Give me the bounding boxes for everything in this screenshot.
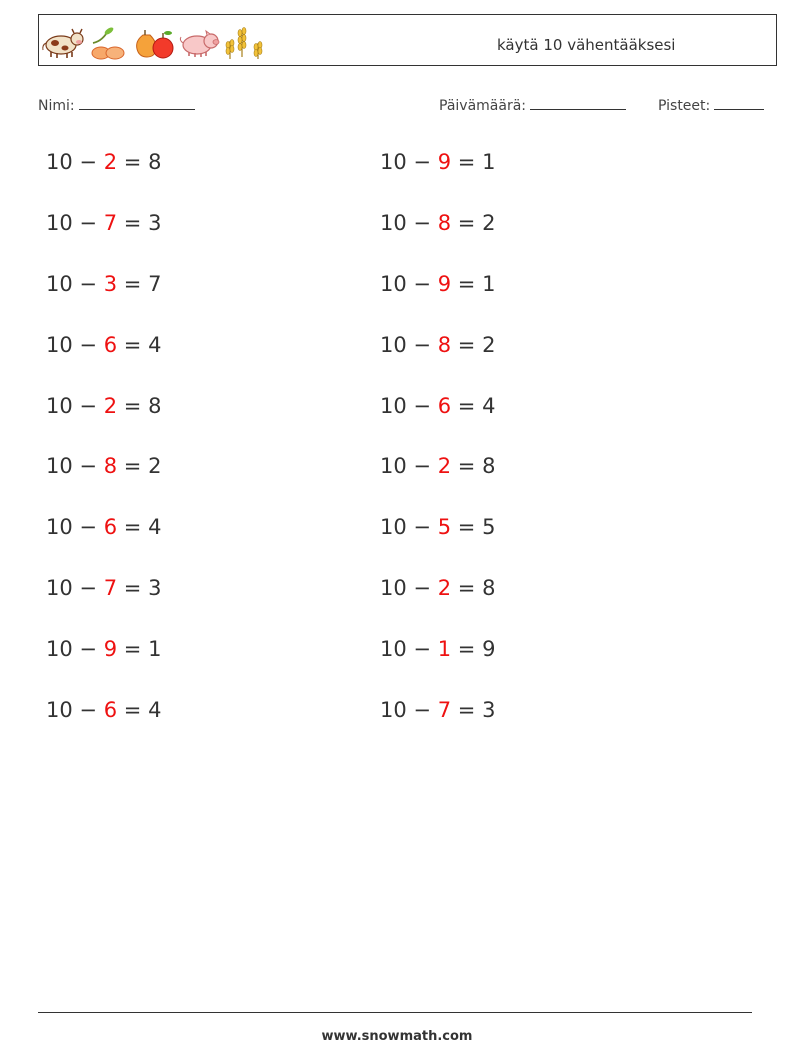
subtrahend: 9 <box>437 150 452 174</box>
minus-sign: − <box>413 698 432 722</box>
subtrahend: 8 <box>437 333 452 357</box>
wheat-icon <box>226 28 262 60</box>
score-blank[interactable] <box>714 95 764 110</box>
minuend: 10 <box>46 515 73 539</box>
subtrahend: 2 <box>103 394 118 418</box>
equals-sign: = <box>457 637 476 661</box>
equals-sign: = <box>457 211 476 235</box>
pig-icon <box>180 31 219 57</box>
minus-sign: − <box>413 394 432 418</box>
result: 8 <box>148 394 162 418</box>
equals-sign: = <box>457 576 476 600</box>
cow-icon <box>43 29 83 58</box>
problem-13 <box>380 272 495 296</box>
minuend: 10 <box>46 333 73 357</box>
subtrahend: 7 <box>437 698 452 722</box>
minuend: 10 <box>380 698 407 722</box>
equals-sign: = <box>123 515 142 539</box>
equals-sign: = <box>457 333 476 357</box>
equals-sign: = <box>123 637 142 661</box>
subtrahend: 9 <box>437 272 452 296</box>
equals-sign: = <box>123 454 142 478</box>
equals-sign: = <box>123 150 142 174</box>
subtrahend: 7 <box>103 576 118 600</box>
problem-18 <box>380 576 495 600</box>
minus-sign: − <box>79 515 98 539</box>
subtrahend: 6 <box>437 394 452 418</box>
equals-sign: = <box>457 150 476 174</box>
subtrahend: 6 <box>103 333 118 357</box>
problem-4 <box>46 333 161 357</box>
subtrahend: 2 <box>103 150 118 174</box>
subtrahend: 6 <box>103 698 118 722</box>
minus-sign: − <box>413 454 432 478</box>
result: 8 <box>482 576 496 600</box>
minuend: 10 <box>46 211 73 235</box>
problem-20 <box>380 698 495 722</box>
problem-1 <box>46 150 161 174</box>
result: 1 <box>482 150 496 174</box>
subtrahend: 9 <box>103 637 118 661</box>
minus-sign: − <box>413 272 432 296</box>
equals-sign: = <box>123 211 142 235</box>
pear-apple-icon <box>137 30 173 58</box>
problem-15 <box>380 394 495 418</box>
minus-sign: − <box>79 211 98 235</box>
result: 8 <box>148 150 162 174</box>
minuend: 10 <box>380 272 407 296</box>
minus-sign: − <box>79 394 98 418</box>
minus-sign: − <box>79 637 98 661</box>
result: 5 <box>482 515 496 539</box>
minus-sign: − <box>79 576 98 600</box>
minus-sign: − <box>413 333 432 357</box>
problem-14 <box>380 333 495 357</box>
result: 3 <box>482 698 496 722</box>
problem-7 <box>46 515 161 539</box>
minuend: 10 <box>380 515 407 539</box>
result: 2 <box>482 211 496 235</box>
problem-5 <box>46 394 161 418</box>
subtrahend: 7 <box>103 211 118 235</box>
subtrahend: 5 <box>437 515 452 539</box>
worksheet-title: käytä 10 vähentääksesi <box>497 36 676 54</box>
result: 4 <box>148 333 162 357</box>
minuend: 10 <box>380 454 407 478</box>
result: 7 <box>148 272 162 296</box>
result: 2 <box>482 333 496 357</box>
minuend: 10 <box>46 576 73 600</box>
minuend: 10 <box>380 394 407 418</box>
worksheet-header <box>38 14 777 66</box>
problem-19 <box>380 637 495 661</box>
equals-sign: = <box>123 394 142 418</box>
date-blank[interactable] <box>530 95 626 110</box>
name-blank[interactable] <box>79 95 195 110</box>
minuend: 10 <box>46 150 73 174</box>
problem-3 <box>46 272 161 296</box>
score-field <box>658 95 764 114</box>
result: 4 <box>148 515 162 539</box>
minuend: 10 <box>46 637 73 661</box>
minus-sign: − <box>79 698 98 722</box>
equals-sign: = <box>457 454 476 478</box>
problem-9 <box>46 637 161 661</box>
problem-12 <box>380 211 495 235</box>
subtrahend: 2 <box>437 576 452 600</box>
result: 1 <box>148 637 162 661</box>
minus-sign: − <box>79 333 98 357</box>
problem-2 <box>46 211 161 235</box>
subtrahend: 1 <box>437 637 452 661</box>
minus-sign: − <box>413 576 432 600</box>
subtrahend: 2 <box>437 454 452 478</box>
date-field <box>439 95 626 114</box>
minus-sign: − <box>413 211 432 235</box>
subtrahend: 6 <box>103 515 118 539</box>
date-label: Päivämäärä: <box>439 98 526 114</box>
problem-10 <box>46 698 161 722</box>
result: 2 <box>148 454 162 478</box>
equals-sign: = <box>123 576 142 600</box>
subtrahend: 3 <box>103 272 118 296</box>
subtrahend: 8 <box>437 211 452 235</box>
minus-sign: − <box>79 272 98 296</box>
minus-sign: − <box>413 637 432 661</box>
result: 8 <box>482 454 496 478</box>
minus-sign: − <box>79 454 98 478</box>
minus-sign: − <box>79 150 98 174</box>
footer-divider <box>38 1012 752 1013</box>
minuend: 10 <box>380 637 407 661</box>
header-icons <box>41 21 271 61</box>
result: 4 <box>148 698 162 722</box>
minus-sign: − <box>413 150 432 174</box>
minuend: 10 <box>380 576 407 600</box>
result: 1 <box>482 272 496 296</box>
result: 3 <box>148 576 162 600</box>
equals-sign: = <box>457 394 476 418</box>
minuend: 10 <box>380 150 407 174</box>
minuend: 10 <box>380 211 407 235</box>
minuend: 10 <box>46 698 73 722</box>
problem-11 <box>380 150 495 174</box>
problem-8 <box>46 576 161 600</box>
equals-sign: = <box>123 698 142 722</box>
problem-16 <box>380 454 495 478</box>
score-label: Pisteet: <box>658 98 711 114</box>
equals-sign: = <box>457 698 476 722</box>
problem-6 <box>46 454 161 478</box>
minuend: 10 <box>46 454 73 478</box>
equals-sign: = <box>457 272 476 296</box>
equals-sign: = <box>123 272 142 296</box>
problem-17 <box>380 515 495 539</box>
result: 3 <box>148 211 162 235</box>
peach-icon <box>92 26 124 59</box>
footer-url[interactable]: www.snowmath.com <box>321 1029 473 1044</box>
subtrahend: 8 <box>103 454 118 478</box>
result: 9 <box>482 637 496 661</box>
equals-sign: = <box>457 515 476 539</box>
name-field <box>38 95 195 114</box>
minuend: 10 <box>380 333 407 357</box>
name-label: Nimi: <box>38 98 75 114</box>
result: 4 <box>482 394 496 418</box>
minus-sign: − <box>413 515 432 539</box>
equals-sign: = <box>123 333 142 357</box>
minuend: 10 <box>46 394 73 418</box>
minuend: 10 <box>46 272 73 296</box>
